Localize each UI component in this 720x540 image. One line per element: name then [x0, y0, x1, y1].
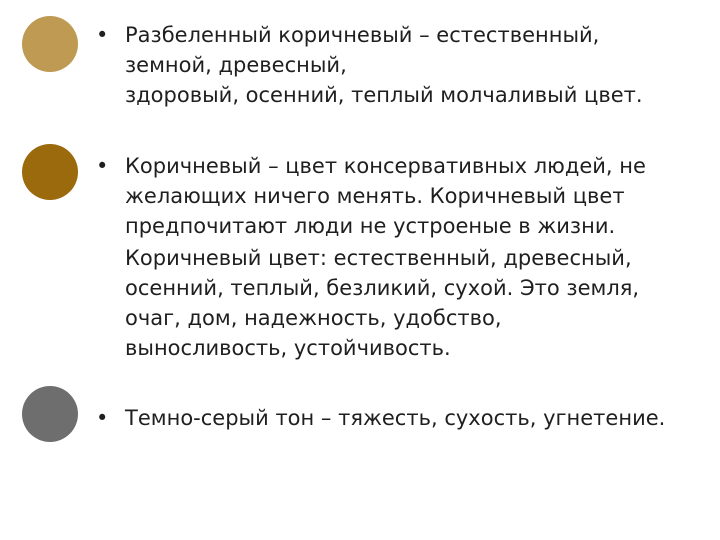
bullet-item-dark-gray [96, 403, 696, 433]
text-line: здоровый, осенний, теплый молчаливый цвет. [125, 83, 643, 107]
text-line: желающих ничего менять. Коричневый цвет [125, 184, 625, 208]
bullet-text [125, 403, 696, 433]
bullet-text [125, 20, 696, 110]
brown-continuation-paragraph [125, 243, 705, 363]
brown-swatch [22, 144, 78, 200]
text-line: Коричневый – цвет консервативных людей, не [125, 154, 646, 178]
text-line: очаг, дом, надежность, удобство, [125, 306, 502, 330]
bullet-point: • [96, 154, 109, 178]
dark-gray-swatch [22, 386, 78, 442]
bullet-point: • [96, 23, 109, 47]
text-line: выносливость, устойчивость. [125, 336, 451, 360]
text-line: Коричневый цвет: естественный, древесный, [125, 246, 632, 270]
bullet-text [125, 151, 696, 241]
text-line: Темно-серый тон – тяжесть, сухость, угнетение. [125, 406, 666, 430]
text-line: земной, древесный, [125, 53, 347, 77]
bullet-item-light-brown [96, 20, 696, 110]
text-line: осенний, теплый, безликий, сухой. Это земля, [125, 276, 640, 300]
bullet-point: • [96, 406, 109, 430]
bullet-item-brown [96, 151, 696, 241]
text-line: предпочитают люди не устроеные в жизни. [125, 214, 616, 238]
continuation-text [125, 243, 705, 363]
light-brown-swatch [22, 16, 78, 72]
text-line: Разбеленный коричневый – естественный, [125, 23, 600, 47]
